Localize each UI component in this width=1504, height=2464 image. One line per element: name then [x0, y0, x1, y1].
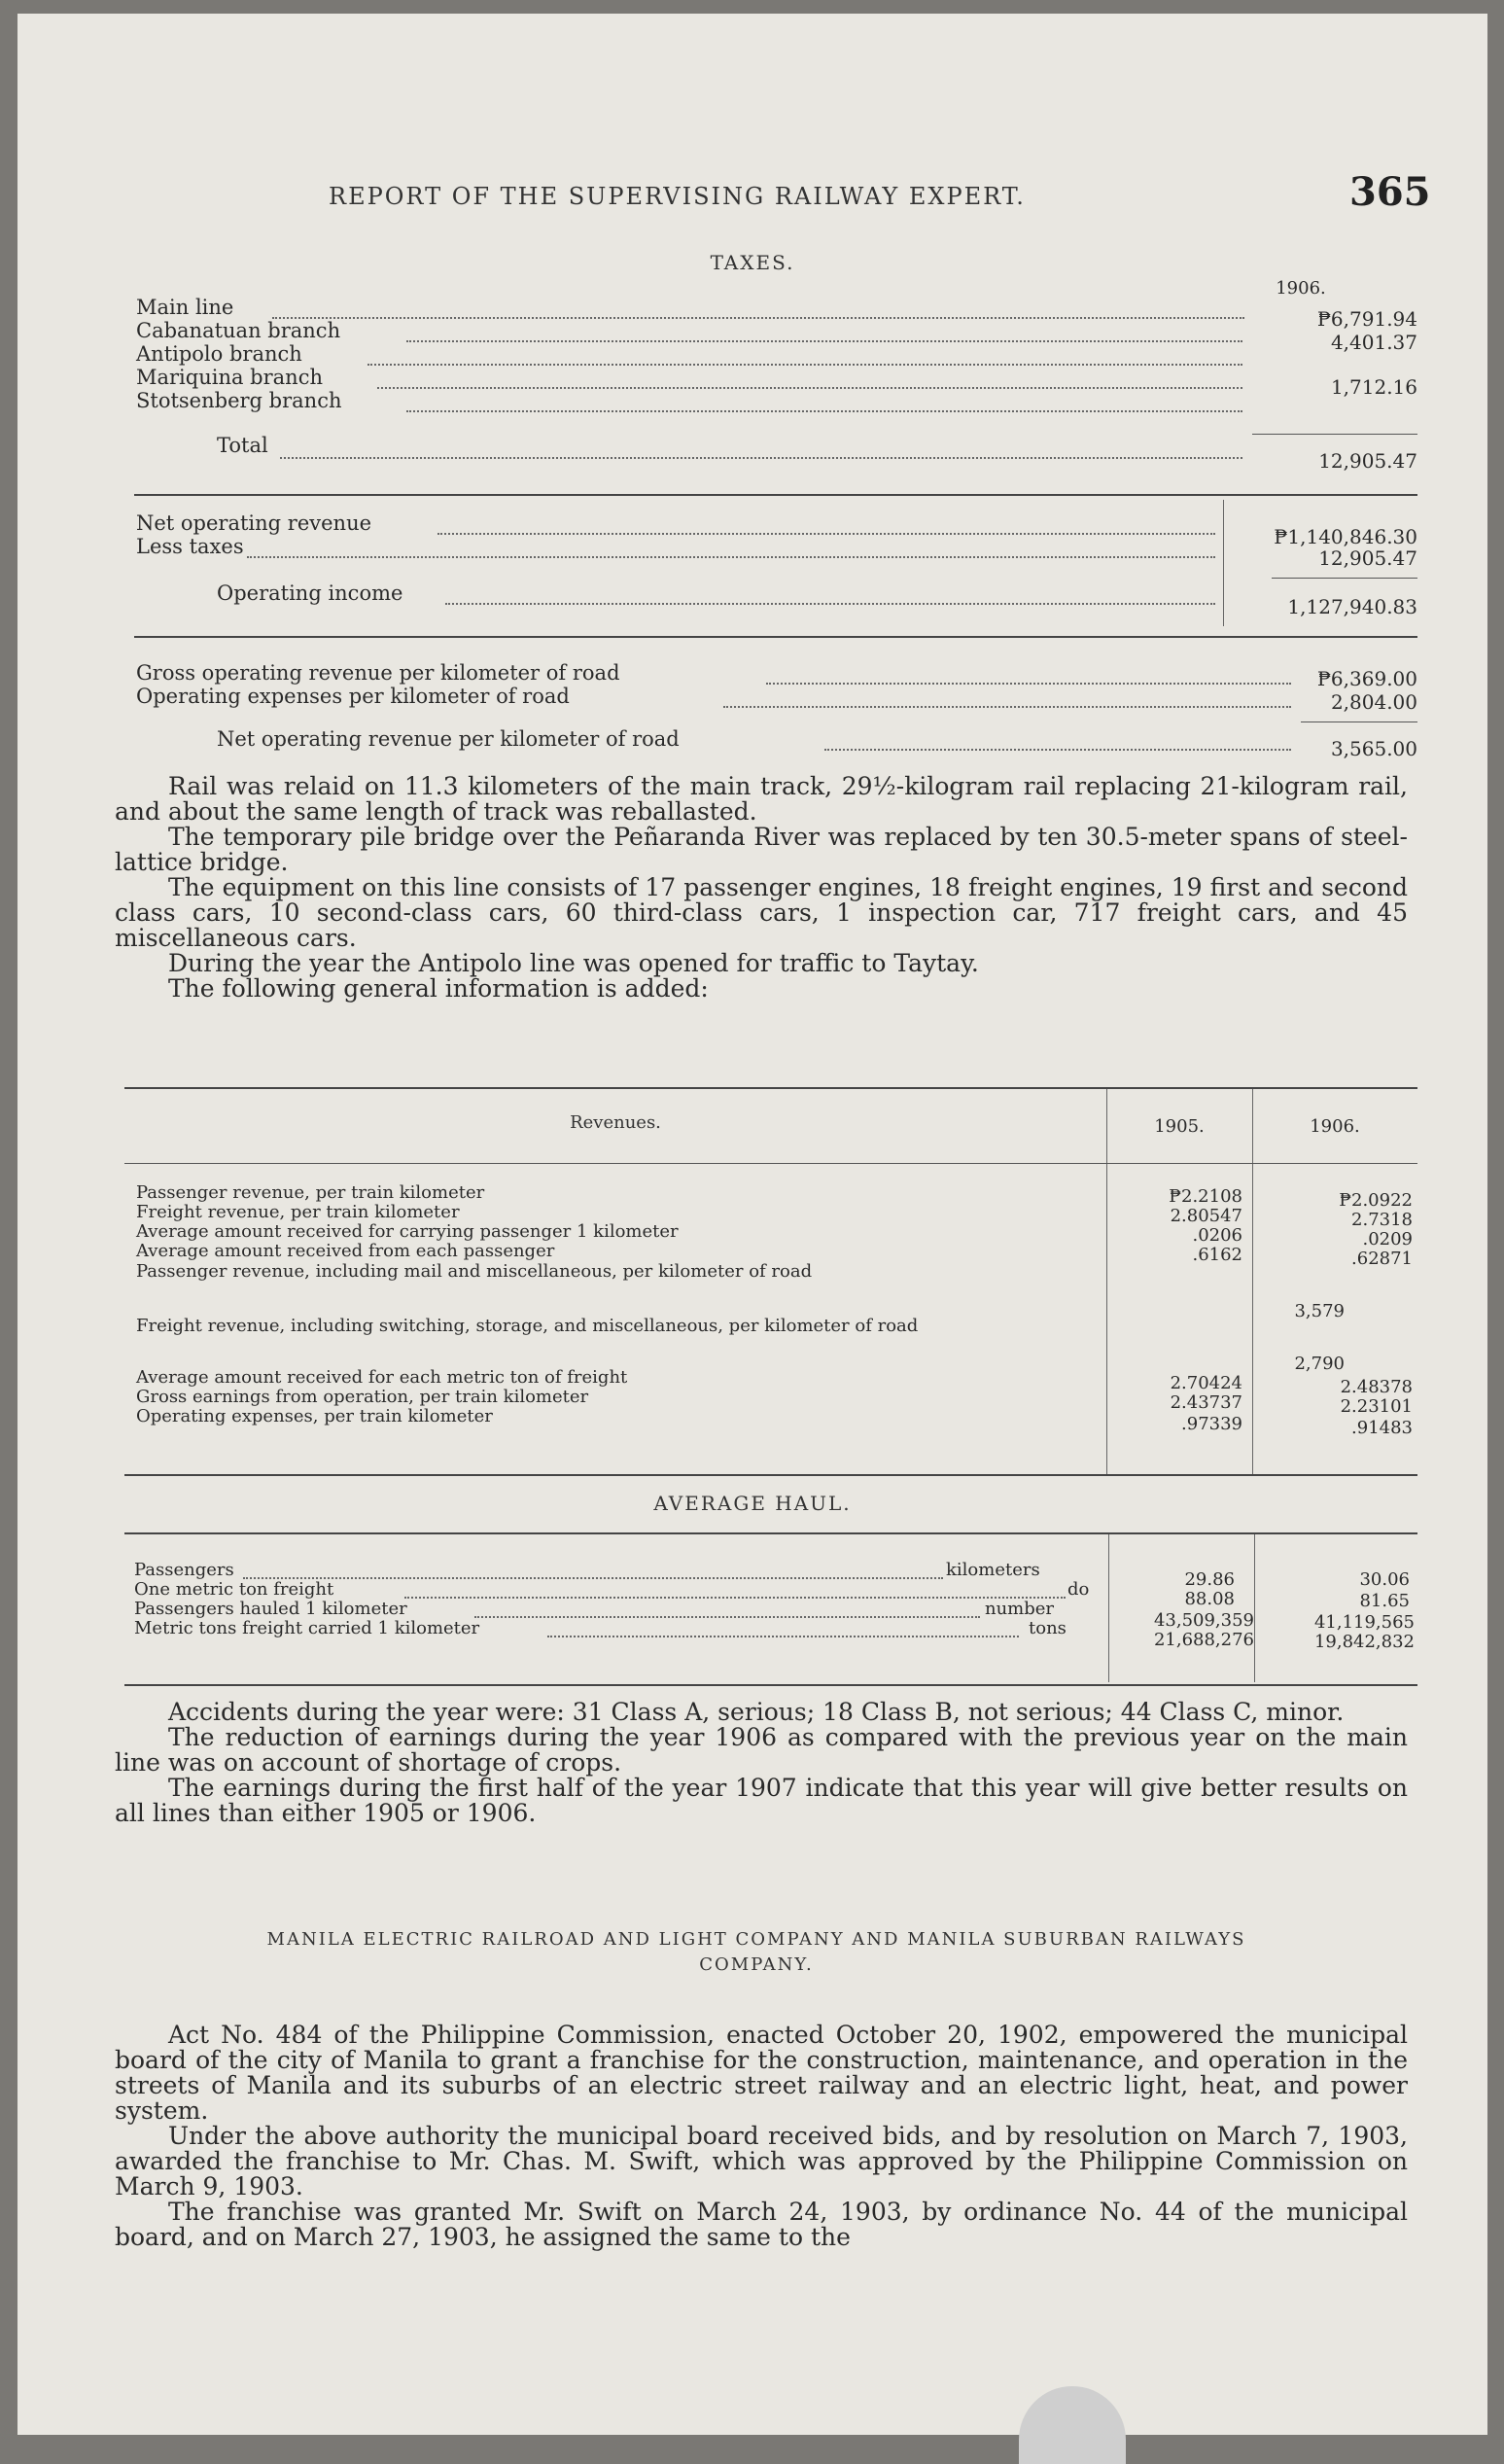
paragraph: Accidents during the year were: 31 Class A, serious; 18 Class B, not serious; 44 Class C, minor. — [168, 1698, 1345, 1726]
paragraph: The following general information is added: — [168, 974, 709, 1003]
paragraph: The reduction of earnings during the year 1906 as compared with the previous year on the main line was on account of shortage of crops. — [115, 1723, 1408, 1777]
revenues-heading: Revenues. — [570, 1112, 661, 1133]
paragraph: Under the above authority the municipal board received bids, and by resolution on March 7, 1903, awarded the franchise to Mr. Chas. M. Swift, which was approved by the Philippine Commission on March 9, 1903. — [115, 2122, 1408, 2200]
paragraph: The franchise was granted Mr. Swift on March 24, 1903, by ordinance No. 44 of the municipal board, and on March 27, 1903, he assigned the same to the — [115, 2198, 1408, 2251]
paragraph: The temporary pile bridge over the Peñaranda River was replaced by ten 30.5-meter spans of steel-lattice bridge. — [115, 823, 1408, 876]
paragraphs-accidents — [115, 1700, 1408, 1826]
haul-heading: AVERAGE HAUL. — [653, 1492, 852, 1515]
scan-shadow — [1019, 2386, 1126, 2464]
taxes-year: 1906. — [1276, 278, 1326, 299]
paragraph: The earnings during the first half of the year 1907 indicate that this year will give better results on all lines than either 1905 or 1906. — [115, 1774, 1408, 1827]
paragraph: Rail was relaid on 11.3 kilometers of the main track, 29½-kilogram rail replacing 21-kilogram rail, and about the same length of track was reballasted. — [115, 772, 1408, 826]
paragraphs-franchise — [115, 2023, 1408, 2250]
page-number: 365 — [1349, 169, 1431, 215]
section-heading-line1: MANILA ELECTRIC RAILROAD AND LIGHT COMPANY AND MANILA SUBURBAN RAILWAYS — [266, 1929, 1246, 1950]
paragraph: Act No. 484 of the Philippine Commission, enacted October 20, 1902, empowered the municipal board of the city of Manila to grant a franchise for the construction, maintenance, and operation in the streets of Manila and its suburbs of an electric street railway and an electric light, heat, and power system. — [115, 2021, 1408, 2125]
col-1906: 1906. — [1310, 1116, 1360, 1137]
section-heading-line2: COMPANY. — [699, 1954, 814, 1975]
running-title: REPORT OF THE SUPERVISING RAILWAY EXPERT. — [329, 183, 1026, 210]
paragraph: During the year the Antipolo line was opened for traffic to Taytay. — [168, 949, 979, 977]
taxes-heading: TAXES. — [710, 251, 795, 274]
paragraphs-rail — [115, 774, 1408, 1002]
col-1905: 1905. — [1154, 1116, 1205, 1137]
paragraph: The equipment on this line consists of 17 passenger engines, 18 freight engines, 19 first and second class cars, 10 second-class cars, 60 third-class cars, 1 inspection car, 717 freight cars, and 45 miscellaneous cars. — [115, 873, 1408, 952]
document-page: REPORT OF THE SUPERVISING RAILWAY EXPERT. 365 TAXES. 1906. Main line ₱6,791.94 Cabanatuan branch 4,401.37 Antipolo branch Mariquina branch Stotsenberg branch 1,712.16 Total 12,905.47 Net operating revenue ₱1,140,846.30 Less taxes 12,905.47 Operating income 1,127,940.83 Gross operating revenue per kilometer of road ₱6,369.00 Operating expenses per kilometer of road 2,804.00 Net operating revenue per kilometer of road 3,565.00 Rail was relaid on 11.3 kilometers of the main track, 29½-kilogram rail replacing 21-kilogram rail, and about the same length of track was reballasted. The temporary pile bridge over the Peñaranda River was replaced by ten 30.5-meter spans of steel-lattice bridge. The equipment on this line consists of 17 passenger engines, 18 freight engines, 19 first and second class cars, 10 second-class cars, 60 third-class cars, 1 inspection car, 717 freight cars, and 45 miscellaneous cars. During the year the Antipolo line was opened for traffic to Taytay. The following general information is added: Revenues. 1905. 1906. Passenger revenue, per train kilometer ₱2.2108 ₱2.0922 Freight revenue, per train kilometer 2.80547 2.7318 Average amount received for carrying passenger 1 kilometer .0206 .0209 Average amount received from each passenger .6162 .62871 Passenger revenue, including mail and miscellaneous, per kilometer of road 3,579 Freight revenue, including switching, storage, and miscellaneous, per kilometer of road 2,790 Average amount received for each metric ton of freight 2.70424 2.48378 Gross earnings from operation, per train kilometer 2.43737 2.23101 Operating expenses, per train kilometer .97339 .91483 AVERAGE HAUL. Passengers kilometers 29.86 30.06 One metric ton freight do 88.08 81.65 Passengers hauled 1 kilometer number 43,509,359 41,119,565 Metric tons freight carried 1 kilometer tons 21,688,276 19,842,832 Accidents during the year were: 31 Class A, serious; 18 Class B, not serious; 44 Class C, minor. The reduction of earnings during the year 1906 as compared with the previous year on the main line was on account of shortage of crops. The earnings during the first half of the year 1907 indicate that this year will give better results on all lines than either 1905 or 1906. MANILA ELECTRIC RAILROAD AND LIGHT COMPANY AND MANILA SUBURBAN RAILWAYS COMPANY. Act No. 484 of the Philippine Commission, enacted October 20, 1902, empowered the municipal board of the city of Manila to grant a franchise for the construction, maintenance, and operation in the streets of Manila and its suburbs of an electric street railway and an electric light, heat, and power system. Under the above authority the municipal board received bids, and by resolution on March 7, 1903, awarded the franchise to Mr. Chas. M. Swift, which was approved by the Philippine Commission on March 9, 1903. The franchise was granted Mr. Swift on March 24, 1903, by ordinance No. 44 of the municipal board, and on March 27, 1903, he assigned the same to the — [17, 14, 1487, 2435]
